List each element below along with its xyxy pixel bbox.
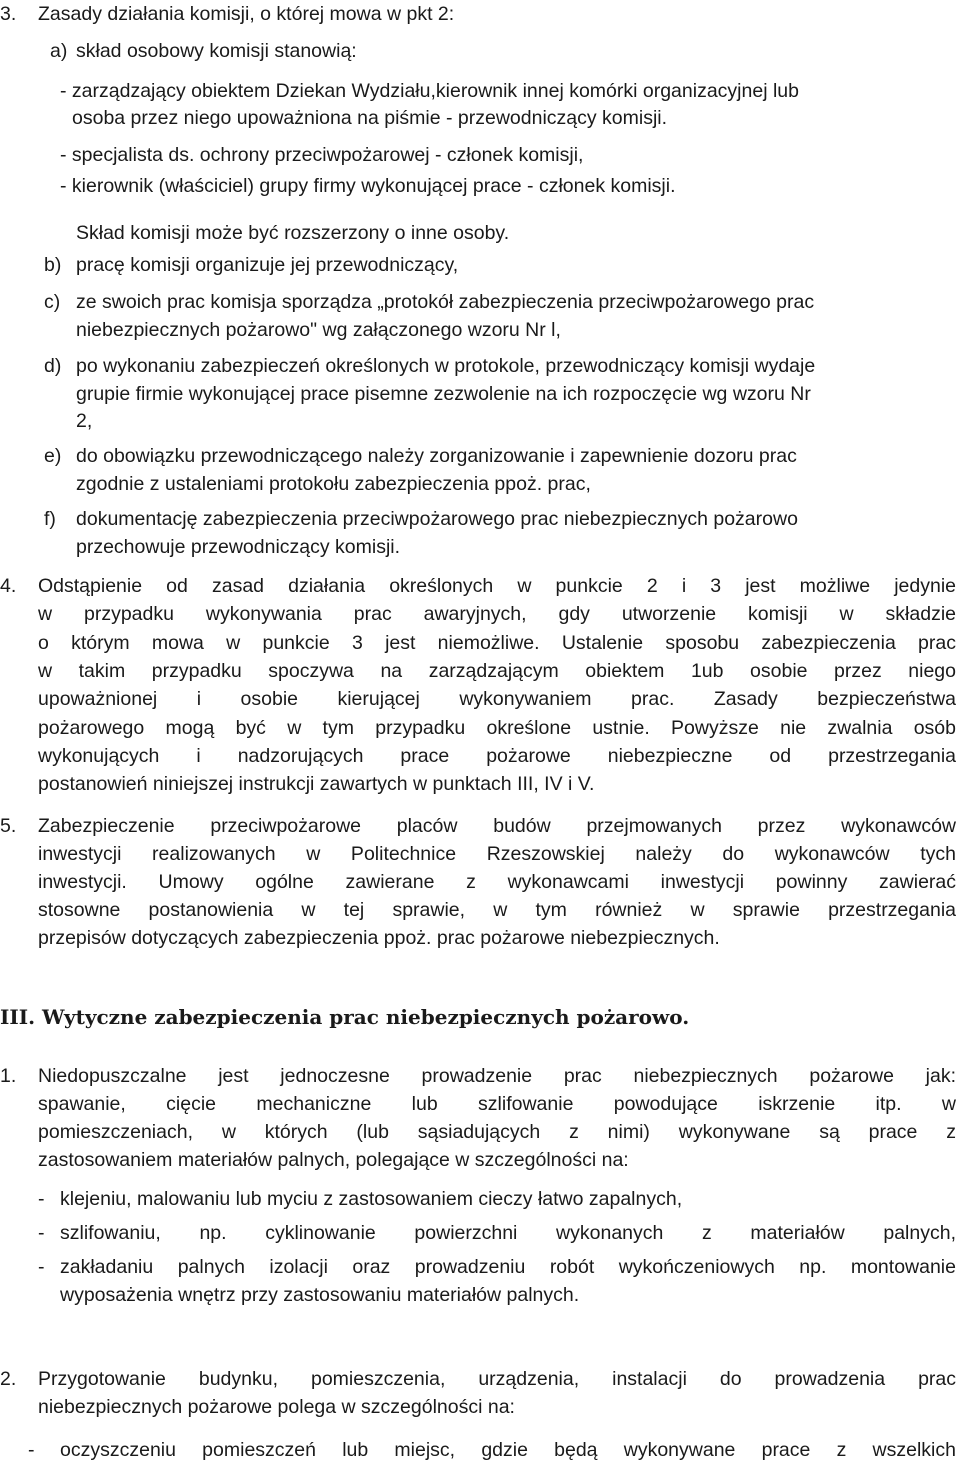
item-f-line2: przechowuje przewodniczący komisji.	[76, 536, 401, 558]
item-1-number: 1.	[0, 1065, 17, 1087]
text-line: pożarowego mogą być w tym przypadku określone ustnie. Powyższe nie zwalnia osób	[38, 716, 956, 739]
text-line: w takim przypadku spoczywa na zarządzającym obiektem 1ub osobie przez niego	[38, 659, 956, 682]
item-a-marker: a)	[50, 40, 68, 62]
text-line: spawanie, cięcie mechaniczne lub szlifowanie powodujące iskrzenie itp. w	[38, 1093, 956, 1115]
member-group-head: - kierownik (właściciel) grupy firmy wykonującej prace - członek komisji.	[60, 175, 676, 197]
item-e-marker: e)	[44, 445, 62, 467]
text-line: stosowne postanowienia w tej sprawie, w tym również w sprawie przestrzegania	[38, 899, 956, 921]
member-specialist: - specjalista ds. ochrony przeciwpożarowej - członek komisji,	[60, 144, 584, 166]
bullet-text: klejeniu, malowaniu lub myciu z zastosowaniem cieczy łatwo zapalnych,	[60, 1188, 683, 1210]
bullet-dash: -	[28, 1439, 35, 1461]
text-line: Zabezpieczenie przeciwpożarowe placów budów przejmowanych przez wykonawców	[38, 815, 956, 837]
text-line: pomieszczeniach, w których (lub sąsiadujących z nimi) wykonywane są prace z	[38, 1121, 956, 1143]
item-c-line1: ze swoich prac komisja sporządza „protokół zabezpieczenia przeciwpożarowego prac	[76, 291, 815, 313]
text-line: postanowień niniejszej instrukcji zawartych w punktach III, IV i V.	[38, 773, 595, 796]
section-5-number: 5.	[0, 815, 17, 837]
text-line: Przygotowanie budynku, pomieszczenia, urządzenia, instalacji do prowadzenia prac	[38, 1368, 956, 1390]
item-f-line1: dokumentację zabezpieczenia przeciwpożarowego prac niebezpiecznych pożarowo	[76, 508, 798, 530]
item-d-line2: grupie firmie wykonującej prace pisemne zezwolenie na ich rozpoczęcie wg wzoru Nr	[76, 383, 811, 405]
text-line: inwestycji realizowanych w Politechnice Rzeszowskiej należy do wykonawców tych	[38, 843, 956, 865]
item-d-marker: d)	[44, 355, 62, 377]
bullet-text: szlifowaniu, np. cyklinowanie powierzchni wykonanych z materiałów palnych,	[60, 1222, 956, 1244]
text-line: Odstąpienie od zasad działania określonych w punkcie 2 i 3 jest możliwe jedynie	[38, 575, 956, 597]
text-line: w przypadku wykonywania prac awaryjnych, gdy utworzenie komisji w składzie	[38, 603, 956, 626]
bullet-text: wyposażenia wnętrz przy zastosowaniu materiałów palnych.	[60, 1284, 580, 1306]
text-line: niebezpiecznych pożarowe polega w szczególności na:	[38, 1396, 515, 1418]
item-e-line2: zgodnie z ustaleniami protokołu zabezpieczenia ppoż. prac,	[76, 473, 591, 495]
item-2-number: 2.	[0, 1368, 17, 1390]
item-a-text: skład osobowy komisji stanowią:	[76, 40, 357, 62]
text-line: upoważnionej i osobie kierującej wykonywaniem prac. Zasady bezpieczeństwa	[38, 688, 956, 711]
section-3-title: Zasady działania komisji, o której mowa w pkt 2:	[38, 3, 455, 25]
bullet-dash: -	[38, 1222, 45, 1244]
text-line: o którym mowa w punkcie 3 jest niemożliwe. Ustalenie sposobu zabezpieczenia prac	[38, 631, 956, 654]
bullet-dash: -	[38, 1188, 45, 1210]
composition-extension: Skład komisji może być rozszerzony o inne osoby.	[76, 222, 510, 244]
text-line: zastosowaniem materiałów palnych, polegające w szczególności na:	[38, 1149, 629, 1171]
item-b-text: pracę komisji organizuje jej przewodniczący,	[76, 254, 459, 276]
item-e-line1: do obowiązku przewodniczącego należy zorganizowanie i zapewnienie dozoru prac	[76, 445, 797, 467]
section-4-number: 4.	[0, 575, 17, 597]
item-d-line3: 2,	[76, 410, 93, 432]
text-line: inwestycji. Umowy ogólne zawierane z wykonawcami inwestycji powinny zawierać	[38, 871, 956, 893]
text-line: Niedopuszczalne jest jednoczesne prowadzenie prac niebezpiecznych pożarowe jak:	[38, 1065, 956, 1087]
chapter-heading: III. Wytyczne zabezpieczenia prac niebezpiecznych pożarowo.	[0, 1005, 690, 1029]
item-c-line2: niebezpiecznych pożarowo" wg załączonego wzoru Nr l,	[76, 319, 561, 341]
text-line: przepisów dotyczących zabezpieczenia ppoż. prac pożarowe niebezpiecznych.	[38, 927, 720, 949]
item-b-marker: b)	[44, 254, 62, 276]
text-line: wykonujących i nadzorujących prace pożarowe niebezpieczne od przestrzegania	[38, 744, 956, 767]
member-chair-line2: osoba przez niego upoważniona na piśmie - przewodniczący komisji.	[72, 107, 668, 129]
item-d-line1: po wykonaniu zabezpieczeń określonych w protokole, przewodniczący komisji wydaje	[76, 355, 816, 377]
member-chair-line1: - zarządzający obiektem Dziekan Wydziału,kierownik innej komórki organizacyjnej lub	[60, 80, 799, 102]
bullet-text: zakładaniu palnych izolacji oraz prowadzeniu robót wykończeniowych np. montowanie	[60, 1256, 956, 1278]
bullet-text: oczyszczeniu pomieszczeń lub miejsc, gdzie będą wykonywane prace z wszelkich	[60, 1439, 956, 1461]
section-3-number: 3.	[0, 3, 17, 25]
bullet-dash: -	[38, 1256, 45, 1278]
item-c-marker: c)	[44, 291, 61, 313]
item-f-marker: f)	[44, 508, 56, 530]
